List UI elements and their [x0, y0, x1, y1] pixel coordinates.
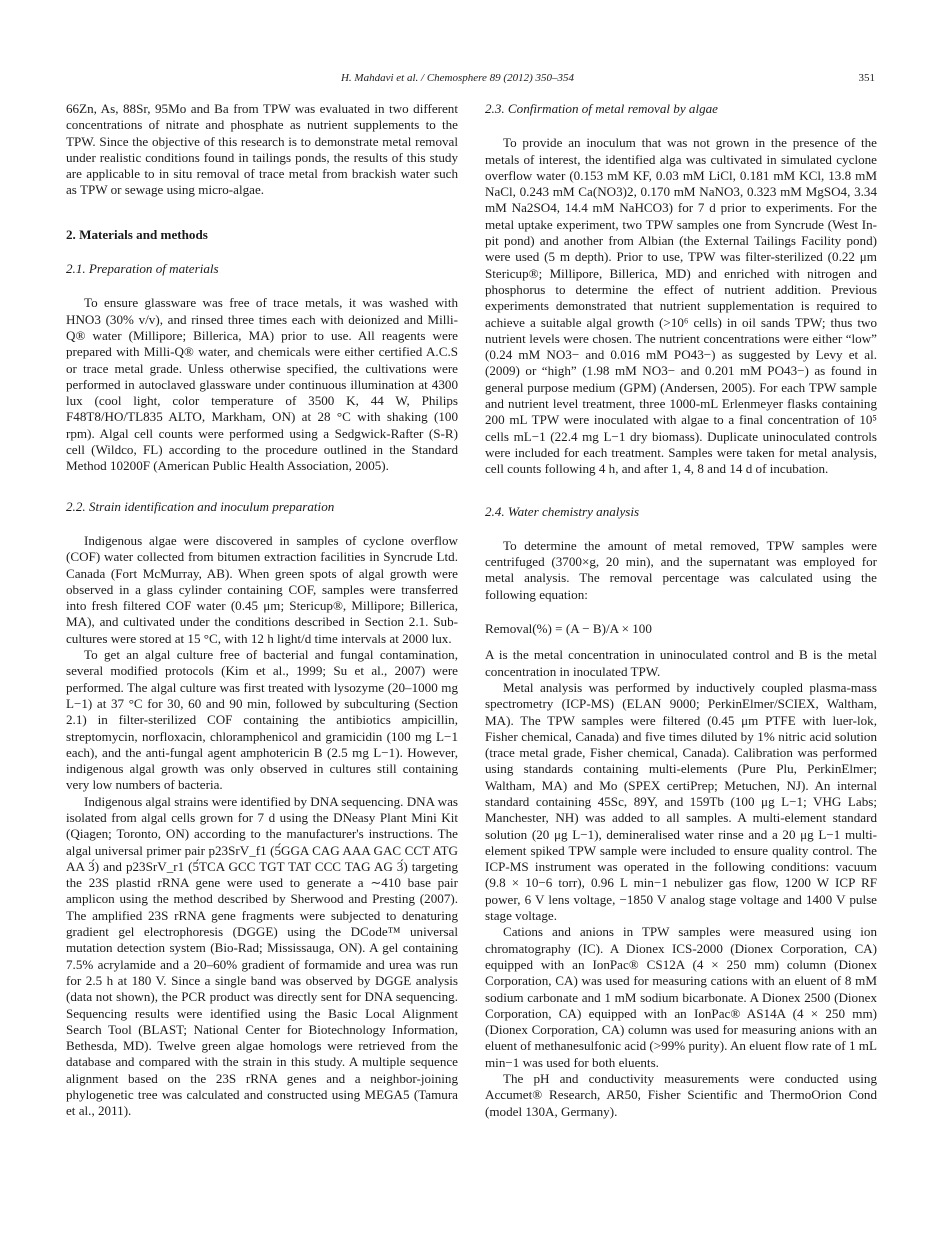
- journal-citation: H. Mahdavi et al. / Chemosphere 89 (2012) 350–354: [340, 72, 574, 84]
- paragraph-strain-2: To get an algal culture free of bacterial and fungal contamination, several modified protocols (Kim et al., 1999; Su et al., 2007) were performed. The algal culture was first treated with lysozyme (20–1000 mg L−1) at 37 °C for 30, 60 and 90 min, followed by subculturing (Section 2.1) in filter-sterilized COF containing the antibiotics ampicillin, streptomycin, norfloxacin, chloramphenicol and gramicidin (100 mg L−1 each), and the anti-fungal agent amphotericin B (2.5 mg L−1). However, indigenous algal growth was only observed in cultures still containing very low numbers of bacteria.: [66, 647, 458, 793]
- removal-equation: Removal(%) = (A − B)/A × 100: [485, 621, 652, 637]
- page-number: 351: [858, 72, 875, 84]
- right-column: [485, 101, 877, 1120]
- subsection-title-water-chemistry: 2.4. Water chemistry analysis: [485, 503, 640, 519]
- intro-paragraph-tail: 66Zn, As, 88Sr, 95Mo and Ba from TPW was evaluated in two different concentrations of nitrate and phosphate as nutrient supplements to the TPW. Since the objective of this research is to demonstrate metal removal under realistic conditions found in tailings ponds, the results of this study are applicable to in situ removal of trace metal from brackish water such as TPW or sewage using micro-algae.: [66, 101, 458, 198]
- subsection-title-strain-identification: 2.2. Strain identification and inoculum preparation: [66, 498, 335, 514]
- paragraph-water-chemistry-1: To determine the amount of metal removed, TPW samples were centrifuged (3700×g, 20 min), and the supernatant was employed for metal analysis. The removal percentage was calculated using the following equation:: [485, 537, 877, 602]
- subsection-title-preparation: 2.1. Preparation of materials: [66, 261, 219, 277]
- paragraph-ion-chromatography: Cations and anions in TPW samples were measured using ion chromatography (IC). A Dionex ICS-2000 (Dionex Corporation, CA) equipped with an IonPac® CS12A (4 × 250 mm) column (Dionex Corporation, CA) was used for measuring cations with an eluent of 8 mM sodium carbonate and 1 mM sodium bicarbonate. A Dionex 2500 (Dionex Corporation, CA) equipped with an IonPac® AS14A (4 × 250 mm) (Dionex Corporation, CA) column was used for measuring anions with an eluent of methanesulfonic acid (>99% purity). An eluent flow rate of 1 mL min−1 was used for both eluents.: [485, 924, 877, 1070]
- paragraph-ph-conductivity: The pH and conductivity measurements were conducted using Accumet® Research, AR50, Fisher Scientific and ThermoOrion Cond (model 130A, Germany).: [485, 1071, 877, 1119]
- paragraph-metal-removal: To provide an inoculum that was not grown in the presence of the metals of interest, the identified alga was cultivated in simulated cyclone overflow water (0.153 mM KF, 0.03 mM LiCl, 0.181 mM KCl, 13.8 mM NaCl, 0.243 mM Ca(NO3)2, 0.170 mM NaNO3, 0.323 mM MgSO4, 3.34 mM Na2SO4, 14.4 mM NaHCO3) for 7 d prior to experiments. For the metal uptake experiment, two TPW samples one from Syncrude (West In-pit pond) and another from Albian (the External Tailings Facility pond) were used (5 m depth). Prior to use, TPW was filter-sterilized (0.22 μm Stericup®; Millipore, Billerica, MD) and enriched with nitrogen and phosphorus to determine the effect of nutrient addition. Previous experiments demonstrated that nutrient supplementation is required to achieve a suitable algal growth (>10⁶ cells) in oil sands TPW; thus two nutrient levels were chosen. The nutrient concentrations were either “low” (0.24 mM NO3− and 0.016 mM PO43−) as suggested by Levy et al. (2009) or “high” (1.98 mM NO3− and 0.201 mM PO43−) as found in general purpose medium (GPM) (Andersen, 2005). For each TPW sample and nutrient level treatment, three 1000-mL Erlenmeyer flasks containing 200 mL TPW were inoculated with algae to a final concentration of 10⁵ cells mL−1 (22.4 mg L−1 dry biomass). Duplicate uninoculated controls were included for each treatment. Samples were taken for metal analysis, cell counts following 4 h, and after 1, 4, 8 and 14 d of incubation.: [485, 135, 877, 477]
- paragraph-preparation: To ensure glassware was free of trace metals, it was washed with HNO3 (30% v/v), and rinsed three times each with deionized and Milli-Q® water (Millipore; Billerica, MA) prior to use. All reagents were prepared with Milli-Q® water, and chemicals were either certified A.C.S or trace metal grade. Unless otherwise specified, the cultivations were performed in autoclaved glassware under continuous illumination at 4300 lux (cool light, color temperature of 3500 K, 44 W, Philips F48T8/HO/TL835 ALTO, Markham, ON) at 28 °C with shaking (100 rpm). Algal cell counts were performed using a Sedgwick-Rafter (S-R) cell (Wildco, FL) according to the procedure outlined in the Standard Method 10200F (American Public Health Association, 2005).: [66, 295, 458, 474]
- section-title-materials-methods: 2. Materials and methods: [66, 226, 208, 242]
- running-head: [66, 72, 875, 90]
- subsection-title-metal-removal: 2.3. Confirmation of metal removal by algae: [485, 101, 718, 116]
- paragraph-strain-3: Indigenous algal strains were identified by DNA sequencing. DNA was isolated from algal cells grown for 7 d using the DNeasy Plant Mini Kit (Qiagen; Toronto, ON) according to the manufacturer's instructions. The algal universal primer pair p23SrV_f1 (5́GGA CAG AAA GAC CCT ATG AA 3́) and p23SrV_r1 (5́TCA GCC TGT TAT CCC TAG AG 3́) targeting the 23S plastid rRNA gene were used to generate a ∼410 base pair amplicon using the method described by Sherwood and Presting (2007). The amplified 23S rRNA gene fragments were subjected to denaturing gradient gel electrophoresis (DGGE) using the DCode™ universal mutation detection system (Bio-Rad; Mississauga, ON). A gel containing 7.5% acrylamide and a 20–60% gradient of formamide and urea was run for 2.5 h at 180 V. Since a single band was observed by DGGE analysis (data not shown), the PCR product was directly sent for DNA sequencing. Sequencing results were identified using the Basic Local Alignment Search Tool (BLAST; National Center for Biotechnology Information, Bethesda, MD). Twelve green algae homologs were retrieved from the database and compared with the strain in this study. A multiple sequence alignment based on the 23S rRNA genes and a neighbor-joining phylogenetic tree was calculated and constructed using MEGA5 (Tamura et al., 2011).: [66, 793, 458, 1119]
- paragraph-equation-definition: A is the metal concentration in uninoculated control and B is the metal concentration in inoculated TPW.: [485, 647, 877, 679]
- paragraph-icp-ms: Metal analysis was performed by inductively coupled plasma-mass spectrometry (ICP-MS) (ELAN 9000; PerkinElmer/SCIEX, Waltham, MA). The TPW samples were filtered (0.45 μm PTFE with luer-lok, Fisher chemical, Canada) and five times diluted by 1% nitric acid solution (trace metal grade, Fisher chemical, Canada). Calibration was performed using standards containing multi-elements (Pure Plu, PerkinElmer; Waltham, MA) and Mo (SPEX certiPrep; Metuchen, NJ). An internal standard containing 45Sc, 89Y, and 159Tb (100 μg L−1; VHG Labs; Manchester, NH) was added to all samples. A multi-element standard solution (20 μg L−1), demineralised water rinse and a 20 μg L−1 multi-element spiked TPW sample were included to ensure quality control. The ICP-MS instrument was operated in the following conditions: vacuum (9.8 × 10−6 torr), 0.96 L min−1 nebulizer gas flow, 1200 W ICP RF power, 6 V lens voltage, −1850 V analog stage voltage and 1400 V pulse stage voltage.: [485, 679, 877, 924]
- left-column: [66, 101, 458, 1120]
- paragraph-strain-1: Indigenous algae were discovered in samples of cyclone overflow (COF) water collected from bitumen extraction facilities in Syncrude Ltd. Canada (Fort McMurray, AB). When green spots of algal growth were observed in a glass cylinder containing COF, samples were transferred into fresh filtered COF water (0.45 μm; Stericup®, Millipore; Billerica, MA), and cultivated under the conditions described in Section 2.1. Sub-cultures were stored at 15 °C, with 12 h light/d time intervals at 2000 lux.: [66, 532, 458, 646]
